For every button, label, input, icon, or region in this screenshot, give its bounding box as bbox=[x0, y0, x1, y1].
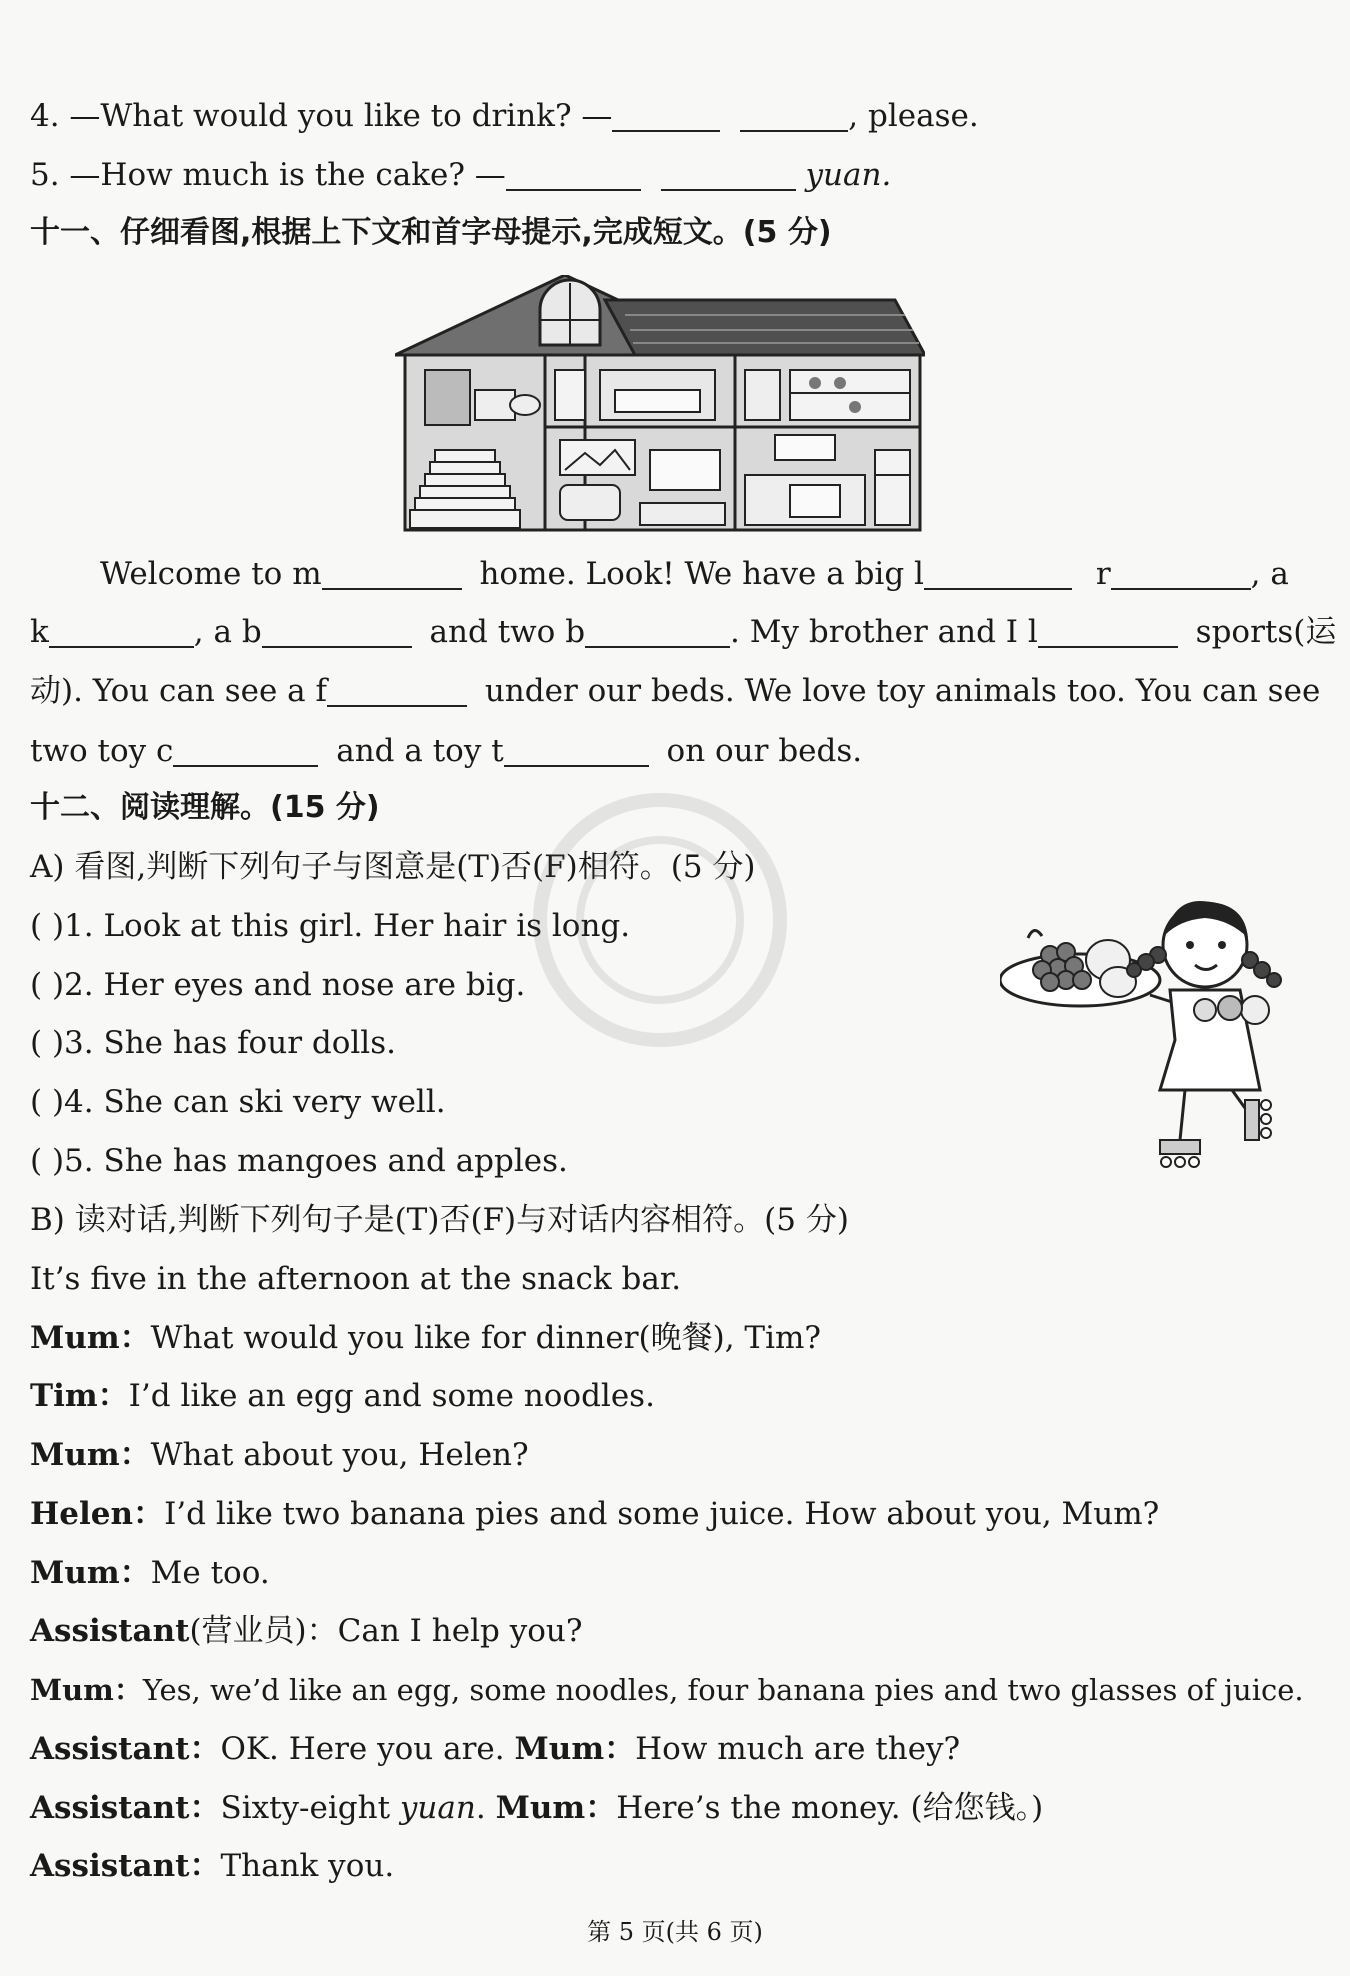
section-12-heading: 十二、阅读理解。(15 分) bbox=[30, 790, 380, 825]
dialogue-line-6: Assistant(营业员)：Can I help you? bbox=[30, 1613, 583, 1649]
statement-5: ( )5. She has mangoes and apples. bbox=[30, 1143, 568, 1179]
answer-blank[interactable] bbox=[740, 100, 848, 132]
speaker: Assistant： bbox=[30, 1731, 221, 1767]
answer-blank[interactable] bbox=[661, 159, 796, 191]
dialogue-line-3: Mum：What about you, Helen? bbox=[30, 1437, 529, 1473]
statement-1: ( )1. Look at this girl. Her hair is long. bbox=[30, 908, 631, 944]
answer-blank[interactable] bbox=[322, 558, 462, 590]
passage-line-1: Welcome to m home. Look! We have a big l r , a bbox=[100, 556, 1289, 592]
answer-blank[interactable] bbox=[1038, 616, 1178, 648]
girl-with-fruit-illustration bbox=[1000, 890, 1300, 1180]
speaker: Mum： bbox=[514, 1731, 636, 1767]
dialogue-intro: It’s five in the afternoon at the snack bar. bbox=[30, 1261, 682, 1297]
statement-3: ( )3. She has four dolls. bbox=[30, 1025, 396, 1061]
answer-blank[interactable] bbox=[504, 735, 649, 767]
answer-blank[interactable] bbox=[924, 558, 1072, 590]
answer-blank[interactable] bbox=[585, 616, 730, 648]
answer-blank[interactable] bbox=[612, 100, 720, 132]
dialogue-line-9: Assistant：Sixty-eight yuan. Mum：Here’s the money. (给您钱。) bbox=[30, 1790, 1044, 1826]
speaker: Tim： bbox=[30, 1378, 129, 1414]
speaker: Mum： bbox=[30, 1555, 151, 1591]
question-5: 5. —How much is the cake? — yuan. bbox=[30, 157, 892, 193]
dialogue-line-2: Tim：I’d like an egg and some noodles. bbox=[30, 1378, 655, 1414]
passage-line-2: k , a b and two b . My brother and I l sports(运 bbox=[30, 614, 1337, 650]
dialogue-line-8: Assistant：OK. Here you are. Mum：How much are they? bbox=[30, 1731, 961, 1767]
speaker: Assistant： bbox=[30, 1848, 221, 1884]
dialogue-line-1: Mum：What would you like for dinner(晚餐), Tim? bbox=[30, 1320, 822, 1356]
answer-blank[interactable] bbox=[1111, 558, 1251, 590]
speaker: Mum： bbox=[30, 1437, 151, 1473]
answer-blank[interactable] bbox=[262, 616, 412, 648]
watermark-seal-icon bbox=[520, 780, 800, 1060]
answer-blank[interactable] bbox=[49, 616, 194, 648]
answer-blank[interactable] bbox=[327, 675, 467, 707]
speaker: Mum： bbox=[30, 1320, 151, 1356]
statement-2: ( )2. Her eyes and nose are big. bbox=[30, 967, 526, 1003]
dialogue-line-4: Helen：I’d like two banana pies and some juice. How about you, Mum? bbox=[30, 1496, 1160, 1532]
answer-blank[interactable] bbox=[173, 735, 318, 767]
section-11-heading: 十一、仔细看图,根据上下文和首字母提示,完成短文。(5 分) bbox=[30, 215, 832, 250]
question-4: 4. —What would you like to drink? — , please. bbox=[30, 98, 979, 134]
passage-line-4: two toy c and a toy t on our beds. bbox=[30, 733, 863, 769]
speaker: Mum： bbox=[30, 1673, 143, 1707]
part-b-heading: B) 读对话,判断下列句子是(T)否(F)与对话内容相符。(5 分) bbox=[30, 1202, 849, 1238]
house-illustration bbox=[395, 275, 925, 535]
speaker: Assistant bbox=[30, 1613, 190, 1649]
speaker: Assistant： bbox=[30, 1790, 221, 1826]
answer-blank[interactable] bbox=[506, 159, 641, 191]
dialogue-line-5: Mum：Me too. bbox=[30, 1555, 270, 1591]
statement-4: ( )4. She can ski very well. bbox=[30, 1084, 446, 1120]
dialogue-line-10: Assistant：Thank you. bbox=[30, 1848, 395, 1884]
page-number: 第 5 页(共 6 页) bbox=[587, 1918, 763, 1946]
dialogue-line-7: Mum：Yes, we’d like an egg, some noodles, four banana pies and two glasses of juice. bbox=[30, 1673, 1304, 1707]
speaker: Mum： bbox=[495, 1790, 617, 1826]
passage-line-3: 动). You can see a f under our beds. We love toy animals too. You can see bbox=[30, 673, 1321, 709]
part-a-heading: A) 看图,判断下列句子与图意是(T)否(F)相符。(5 分) bbox=[30, 849, 756, 885]
speaker: Helen： bbox=[30, 1496, 165, 1532]
